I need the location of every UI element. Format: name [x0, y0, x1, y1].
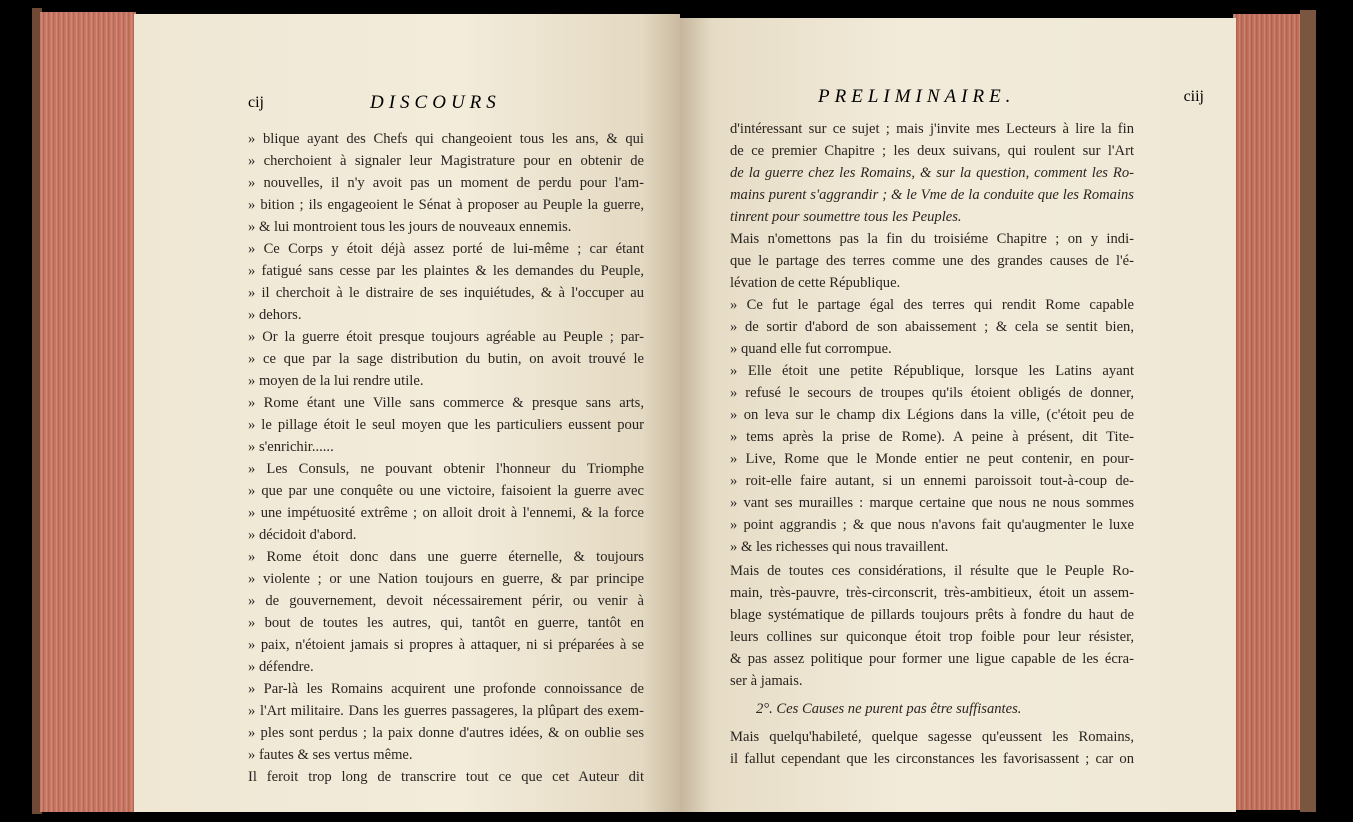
text-line: blage systématique de pillards toujours prêts à fondre du haut de: [730, 607, 1134, 623]
text-line: main, très-pauvre, très-circonscrit, très-ambitieux, étoit un assem-: [730, 585, 1134, 601]
text-line: » paix, n'étoient jamais si propres à attaquer, ni si préparées à se: [248, 637, 644, 653]
text-line: de ce premier Chapitre ; les deux suivans, qui roulent sur l'Art: [730, 143, 1134, 159]
right-cover-edge: [1300, 10, 1316, 812]
text-line: » vant ses murailles : marque certaine que nous ne nous sommes: [730, 495, 1134, 511]
section-heading: 2°. Ces Causes ne purent pas être suffisantes.: [756, 701, 1022, 717]
left-page-number: cij: [248, 94, 264, 111]
text-line: » blique ayant des Chefs qui changeoient tous les ans, & qui: [248, 131, 644, 147]
text-line: » ples sont perdus ; la paix donne d'autres idées, & on oublie ses: [248, 725, 644, 741]
text-line: » moyen de la lui rendre utile.: [248, 373, 424, 389]
right-page-text: [730, 118, 1134, 798]
text-line: » Ce fut le partage égal des terres qui rendit Rome capable: [730, 297, 1134, 313]
right-page-edges: [1233, 14, 1303, 810]
left-running-title: DISCOURS: [370, 92, 501, 113]
left-page: [134, 14, 680, 812]
text-line: » quand elle fut corrompue.: [730, 341, 892, 357]
text-line: » de sortir d'abord de son abaissement ; & cela se sentit bien,: [730, 319, 1134, 335]
text-line: » Par-là les Romains acquirent une profonde connoissance de: [248, 681, 644, 697]
text-line: » Les Consuls, ne pouvant obtenir l'honneur du Triomphe: [248, 461, 644, 477]
text-line: lévation de cette République.: [730, 275, 901, 291]
text-line: » Rome étant une Ville sans commerce & presque sans arts,: [248, 395, 644, 411]
text-line: » tems après la prise de Rome). A peine à présent, dit Tite-: [730, 429, 1134, 445]
text-line: » l'Art militaire. Dans les guerres passageres, la plûpart des exem-: [248, 703, 644, 719]
text-line: » violente ; or une Nation toujours en guerre, & par principe: [248, 571, 644, 587]
text-line: » il cherchoit à le distraire de ses inquiétudes, & à l'occuper au: [248, 285, 644, 301]
text-line: » bition ; ils engageoient le Sénat à proposer au Peuple la guerre,: [248, 197, 644, 213]
text-line: de la guerre chez les Romains, & sur la question, comment les Ro-: [730, 165, 1134, 181]
left-page-edges: [40, 12, 136, 812]
right-running-title: PRELIMINAIRE.: [818, 86, 1016, 107]
right-page-number: ciij: [1183, 88, 1204, 105]
text-line: » Rome étoit donc dans une guerre éternelle, & toujours: [248, 549, 644, 565]
text-line: » roit-elle faire autant, si un ennemi paroissoit tout-à-coup de-: [730, 473, 1134, 489]
text-line: » que par une conquête ou une victoire, faisoient la guerre avec: [248, 483, 644, 499]
text-line: » bout de toutes les autres, qui, tantôt en guerre, tantôt en: [248, 615, 644, 631]
text-line: » s'enrichir......: [248, 439, 334, 455]
text-line: Mais quelqu'habileté, quelque sagesse qu'eussent les Romains,: [730, 729, 1134, 745]
text-line: » dehors.: [248, 307, 302, 323]
text-line: leurs collines sur quiconque étoit trop foible pour leur résister,: [730, 629, 1134, 645]
text-line: » nouvelles, il n'y avoit pas un moment de perdu pour l'am-: [248, 175, 644, 191]
text-line: » défendre.: [248, 659, 314, 675]
text-line: » Or la guerre étoit presque toujours agréable au Peuple ; par-: [248, 329, 644, 345]
text-line: » point aggrandis ; & que nous n'avons fait qu'augmenter le luxe: [730, 517, 1134, 533]
text-line: d'intéressant sur ce sujet ; mais j'invite mes Lecteurs à lire la fin: [730, 121, 1134, 137]
right-page-header: [810, 88, 1208, 116]
text-line: » fatigué sans cesse par les plaintes & les demandes du Peuple,: [248, 263, 644, 279]
text-line: il fallut cependant que les circonstances les favorisassent ; car on: [730, 751, 1134, 767]
text-line: » refusé le secours de troupes qu'ils étoient obligés de donner,: [730, 385, 1134, 401]
text-line: » de gouvernement, devoit nécessairement périr, ou venir à: [248, 593, 644, 609]
text-line: Mais de toutes ces considérations, il résulte que le Peuple Ro-: [730, 563, 1134, 579]
text-line: » fautes & ses vertus même.: [248, 747, 413, 763]
text-line: » on leva sur le champ dix Légions dans la ville, (c'étoit peu de: [730, 407, 1134, 423]
text-line: ser à jamais.: [730, 673, 803, 689]
text-line: » Ce Corps y étoit déjà assez porté de lui-même ; car étant: [248, 241, 644, 257]
text-line: Mais n'omettons pas la fin du troisiéme Chapitre ; on y indi-: [730, 231, 1134, 247]
text-line: » Elle étoit une petite République, lorsque les Latins ayant: [730, 363, 1134, 379]
text-line: Il feroit trop long de transcrire tout ce que cet Auteur dit: [248, 769, 644, 785]
text-line: & pas assez politique pour former une ligue capable de les écra-: [730, 651, 1134, 667]
text-line: » & lui montroient tous les jours de nouveaux ennemis.: [248, 219, 572, 235]
right-page: [680, 18, 1236, 812]
text-line: que le partage des terres comme une des grandes causes de l'é-: [730, 253, 1134, 269]
left-page-text: [248, 128, 644, 808]
text-line: » ce que par la sage distribution du butin, on avoit trouvé le: [248, 351, 644, 367]
left-page-header: [248, 94, 648, 122]
text-line: » le pillage étoit le seul moyen que les particuliers eussent pour: [248, 417, 644, 433]
text-line: mains purent s'aggrandir ; & le Vme de la conduite que les Romains: [730, 187, 1134, 203]
text-line: » une impétuosité extrême ; on alloit droit à l'ennemi, & la force: [248, 505, 644, 521]
text-line: » Live, Rome que le Monde entier ne peut contenir, en pour-: [730, 451, 1134, 467]
text-line: » & les richesses qui nous travaillent.: [730, 539, 949, 555]
text-line: » décidoit d'abord.: [248, 527, 357, 543]
text-line: » cherchoient à signaler leur Magistrature pour en obtenir de: [248, 153, 644, 169]
text-line: tinrent pour soumettre tous les Peuples.: [730, 209, 962, 225]
